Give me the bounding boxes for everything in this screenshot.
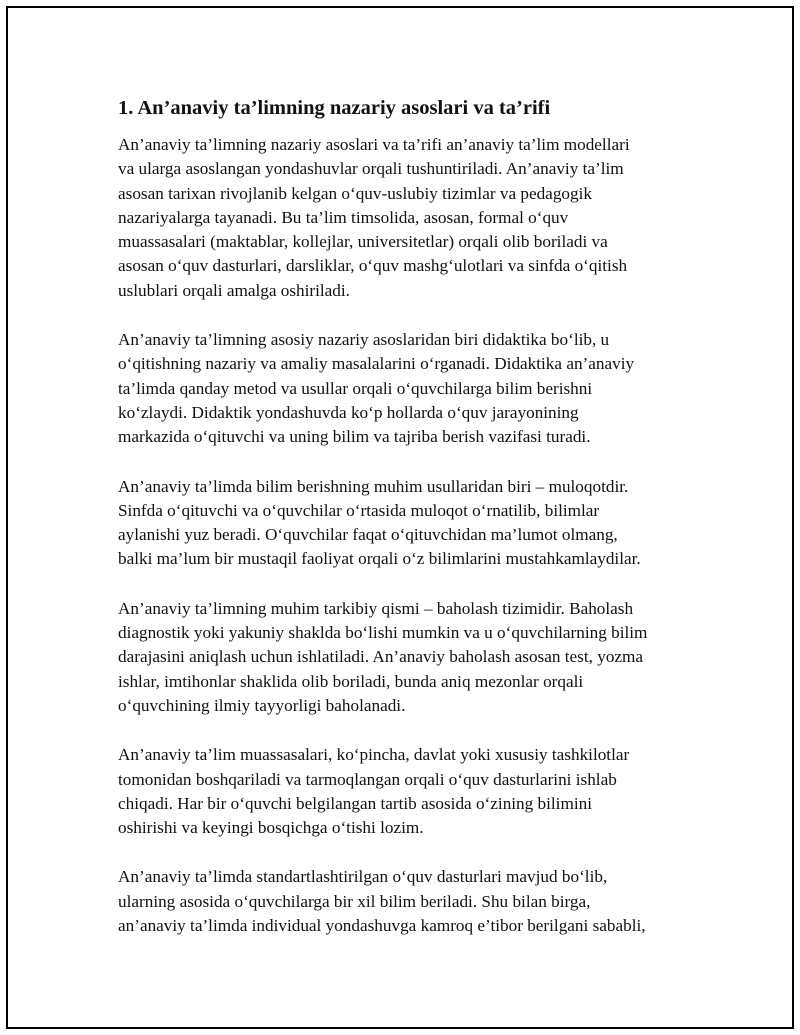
text-line: ularning asosida o‘quvchilarga bir xil bilim beriladi. Shu bilan birga, [118, 891, 591, 911]
paragraph-6 [118, 865, 698, 938]
text-line: darajasini aniqlash uchun ishlatiladi. An’anaviy baholash asosan test, yozma [118, 647, 644, 667]
text-line: An’anaviy ta’limda standartlashtirilgan o‘quv dasturlari mavjud bo‘lib, [118, 867, 608, 887]
text-line: chiqadi. Har bir o‘quvchi belgilangan tartib asosida o‘zining bilimini [118, 793, 592, 813]
text-line: o‘qitishning nazariy va amaliy masalalarini o‘rganadi. Didaktika an’anaviy [118, 354, 635, 374]
section-heading: 1. An’anaviy ta’limning nazariy asoslari va ta’rifi [118, 97, 551, 119]
document-body [118, 95, 698, 963]
paragraph-2 [118, 328, 698, 449]
text-line: oshirishi va keyingi bosqichga o‘tishi lozim. [118, 818, 424, 838]
text-line: ta’limda qanday metod va usullar orqali o‘quvchilarga bilim berishni [118, 378, 593, 398]
text-line: diagnostik yoki yakuniy shaklda bo‘lishi mumkin va u o‘quvchilarning bilim [118, 623, 648, 643]
text-line: ko‘zlaydi. Didaktik yondashuvda ko‘p hollarda o‘quv jarayonining [118, 402, 579, 422]
text-line: uslublari orqali amalga oshiriladi. [118, 280, 350, 300]
text-line: o‘quvchining ilmiy tayyorligi baholanadi. [118, 695, 406, 715]
text-line: nazariyalarga tayanadi. Bu ta’lim timsolida, asosan, formal o‘quv [118, 207, 569, 227]
text-line: tomonidan boshqariladi va tarmoqlangan orqali o‘quv dasturlarini ishlab [118, 769, 617, 789]
text-line: balki ma’lum bir mustaqil faoliyat orqali o‘z bilimlarini mustahkamlaydilar. [118, 549, 641, 569]
text-line: An’anaviy ta’limning nazariy asoslari va ta’rifi an’anaviy ta’lim modellari [118, 135, 630, 154]
text-line: ishlar, imtihonlar shaklida olib boriladi, bunda aniq mezonlar orqali [118, 671, 584, 691]
text-line: aylanishi yuz beradi. O‘quvchilar faqat o‘qituvchidan ma’lumot olmang, [118, 525, 618, 545]
text-line: asosan o‘quv dasturlari, darsliklar, o‘quv mashg‘ulotlari va sinfda o‘qitish [118, 256, 628, 276]
paragraph-4 [118, 597, 698, 718]
text-line: Sinfda o‘qituvchi va o‘quvchilar o‘rtasida muloqot o‘rnatilib, bilimlar [118, 500, 600, 520]
text-line: muassasalari (maktablar, kollejlar, universitetlar) orqali olib boriladi va [118, 232, 608, 252]
text-line: markazida o‘qituvchi va uning bilim va tajriba berish vazifasi turadi. [118, 427, 591, 447]
paragraph-5 [118, 743, 698, 840]
text-line: an’anaviy ta’limda individual yondashuvga kamroq e’tibor berilgani sababli, [118, 916, 646, 936]
text-line: An’anaviy ta’lim muassasalari, ko‘pincha, davlat yoki xususiy tashkilotlar [118, 745, 630, 765]
text-line: An’anaviy ta’limning asosiy nazariy asoslaridan biri didaktika bo‘lib, u [118, 330, 610, 350]
text-line: va ularga asoslangan yondashuvlar orqali tushuntiriladi. An’anaviy ta’lim [118, 159, 624, 179]
text-line: asosan tarixan rivojlanib kelgan o‘quv-uslubiy tizimlar va pedagogik [118, 183, 592, 203]
paragraph-1 [118, 133, 698, 303]
text-line: An’anaviy ta’limning muhim tarkibiy qismi – baholash tizimidir. Baholash [118, 598, 634, 618]
text-line: An’anaviy ta’limda bilim berishning muhim usullaridan biri – muloqotdir. [118, 476, 629, 496]
paragraph-3 [118, 475, 698, 572]
